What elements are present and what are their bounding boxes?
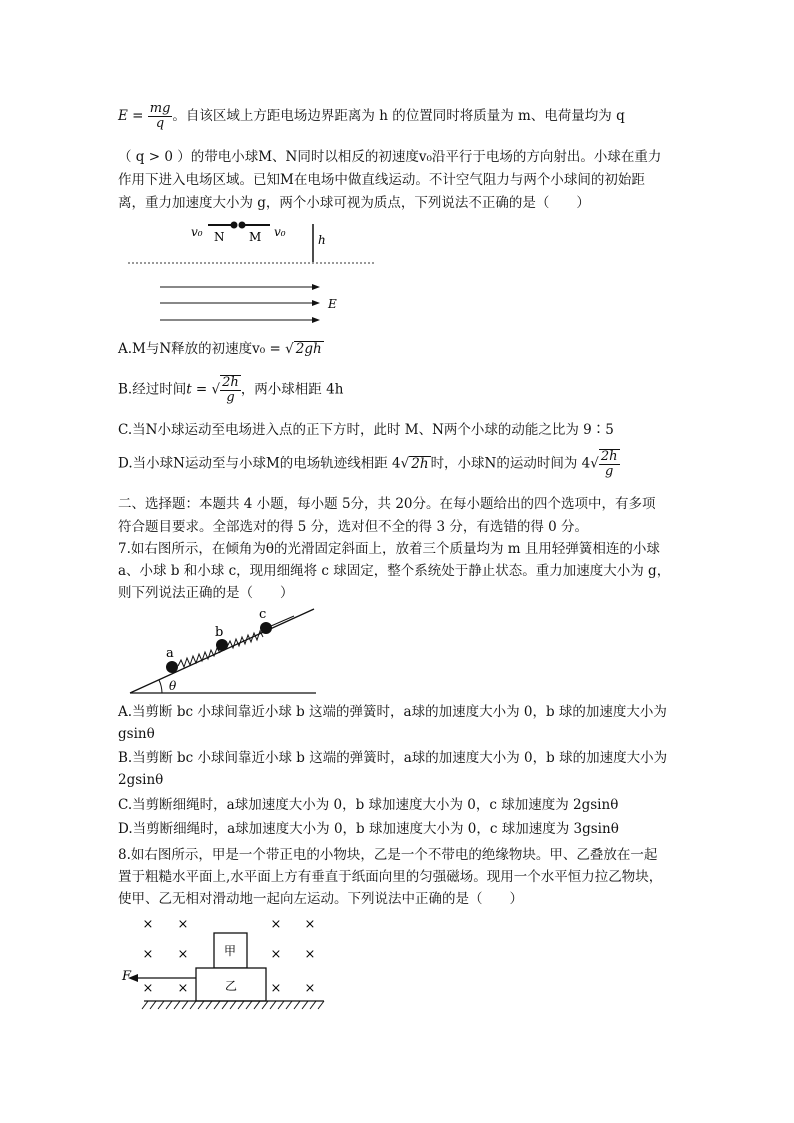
q7-option-b-line2: 2gsinθ: [118, 772, 164, 788]
q6-option-b: B.经过时间t = √ $\frac{2h}{g}$ ，两小球相距 4h: [118, 375, 344, 405]
q6-field-arrow-2: [312, 300, 320, 306]
q7-line3: 则下列说法正确的是（ ）: [118, 585, 294, 601]
q8-cross-icon: ×: [142, 947, 154, 962]
q6-option-d-fraction: $\frac{2h}{g}$: [600, 449, 618, 479]
q7-incline-figure: [118, 604, 323, 696]
q7-option-a-line2: gsinθ: [118, 726, 155, 742]
q8-cross-icon: ×: [304, 947, 316, 962]
q6-option-a: A.M与N释放的初速度v₀ = √ 2gh: [118, 341, 322, 357]
q8-ground-hatching: [142, 1001, 324, 1009]
q6-option-d: D.当小球N运动至与小球M的电场轨迹线相距 4√ 2h 时，小球N的运动时间为 4√ $\frac{2h}{g}$: [118, 449, 618, 479]
q6-v0-left-label: v₀: [191, 225, 203, 239]
q8-magnetic-field-figure: [118, 913, 333, 1015]
q8-cross-icon: ×: [142, 917, 154, 932]
q7-line1: 7.如右图所示，在倾角为θ的光滑固定斜面上，放着三个质量均为 m 且用轻弹簧相连的小球: [118, 541, 660, 557]
q7-spring-bc: [227, 631, 263, 648]
q6-e-equals: E =: [118, 108, 144, 124]
q6-option-c: C.当N小球运动至电场进入点的正下方时，此时 M、N两个小球的动能之比为 9∶5: [118, 422, 614, 438]
q8-line3: 使甲、乙无相对滑动地一起向左运动。下列说法中正确的是（ ）: [118, 891, 523, 907]
q8-label-yi: 乙: [224, 979, 238, 993]
q6-label-M: M: [249, 230, 262, 244]
q7-label-a: a: [166, 646, 174, 661]
q6-label-h: h: [318, 233, 326, 247]
q8-label-F: F: [122, 969, 132, 984]
q8-cross-icon: ×: [304, 981, 316, 996]
q8-cross-icon: ×: [270, 981, 282, 996]
q6-e-fraction: $\frac{mg}{q}$: [149, 101, 171, 131]
q6-v0-right-label: v₀: [274, 225, 286, 239]
section2-line2: 符合题目要求。全部选对的得 5 分，选对但不全的得 3 分，有选错的得 0 分。: [118, 519, 589, 535]
q8-cross-icon: ×: [177, 981, 189, 996]
q7-spring-ab: [178, 648, 220, 667]
section2-line1: 二、选择题：本题共 4 小题，每小题 5分，共 20分。在每小题给出的四个选项中，有多项: [118, 496, 656, 512]
q7-label-c: c: [259, 607, 267, 622]
q6-label-E: E: [328, 297, 337, 311]
q8-cross-icon: ×: [270, 917, 282, 932]
q7-line2: a、小球 b 和小球 c，现用细绳将 c 球固定，整个系统处于静止状态。重力加速度大小为 g，: [118, 563, 671, 579]
q6-line3: 作用下进入电场区域。已知M在电场中做直线运动。不计空气阻力与两个小球间的初始距: [118, 172, 645, 188]
q8-cross-icon: ×: [270, 947, 282, 962]
q6-electric-field-figure: [118, 218, 388, 330]
q7-angle-arc: [159, 680, 162, 693]
q8-line2: 置于粗糙水平面上,水平面上方有垂直于纸面向里的匀强磁场。现用一个水平恒力拉乙物块，: [118, 869, 663, 885]
q7-rope: [271, 616, 294, 626]
q7-ball-a: [166, 661, 178, 673]
q8-cross-icon: ×: [177, 917, 189, 932]
q8-label-jia: 甲: [223, 944, 237, 958]
q7-ball-b: [216, 639, 228, 651]
q6-line1-text: 。自该区域上方距电场边界距离为 h 的位置同时将质量为 m、电荷量均为 q: [172, 108, 625, 124]
q7-option-b-line1: B.当剪断 bc 小球间靠近小球 b 这端的弹簧时，a球的加速度大小为 0，b 球的加速度大小为: [118, 750, 668, 766]
q8-cross-icon: ×: [142, 981, 154, 996]
q6-option-a-sqrt: 2gh: [295, 341, 322, 357]
q6-ball-N: [231, 222, 238, 229]
q6-field-arrow-3: [312, 317, 320, 323]
q7-option-c: C.当剪断细绳时，a球加速度大小为 0，b 球加速度大小为 0，c 球加速度为 2gsinθ: [118, 797, 619, 813]
q7-option-d: D.当剪断细绳时，a球加速度大小为 0，b 球加速度大小为 0，c 球加速度为 3gsinθ: [118, 821, 619, 837]
q8-line1: 8.如右图所示，甲是一个带正电的小物块，乙是一个不带电的绝缘物块。甲、乙叠放在一起: [118, 847, 658, 863]
q6-line4: 离，重力加速度大小为 g，两个小球可视为质点，下列说法不正确的是（ ）: [118, 195, 590, 211]
q6-line1: [118, 102, 625, 131]
q8-cross-icon: ×: [304, 917, 316, 932]
q7-label-theta: θ: [169, 679, 177, 693]
q7-label-b: b: [215, 625, 224, 640]
q6-option-b-fraction: $\frac{2h}{g}$: [222, 375, 239, 405]
q7-ball-c: [260, 622, 272, 634]
q6-line2: （ q > 0 ）的带电小球M、N同时以相反的初速度v₀沿平行于电场的方向射出。小球在重力: [118, 149, 662, 165]
q6-field-arrow-1: [312, 284, 320, 290]
q6-label-N: N: [214, 230, 225, 244]
q7-option-a-line1: A.当剪断 bc 小球间靠近小球 b 这端的弹簧时，a球的加速度大小为 0，b 球的加速度大小为: [118, 704, 667, 720]
q8-cross-icon: ×: [177, 947, 189, 962]
